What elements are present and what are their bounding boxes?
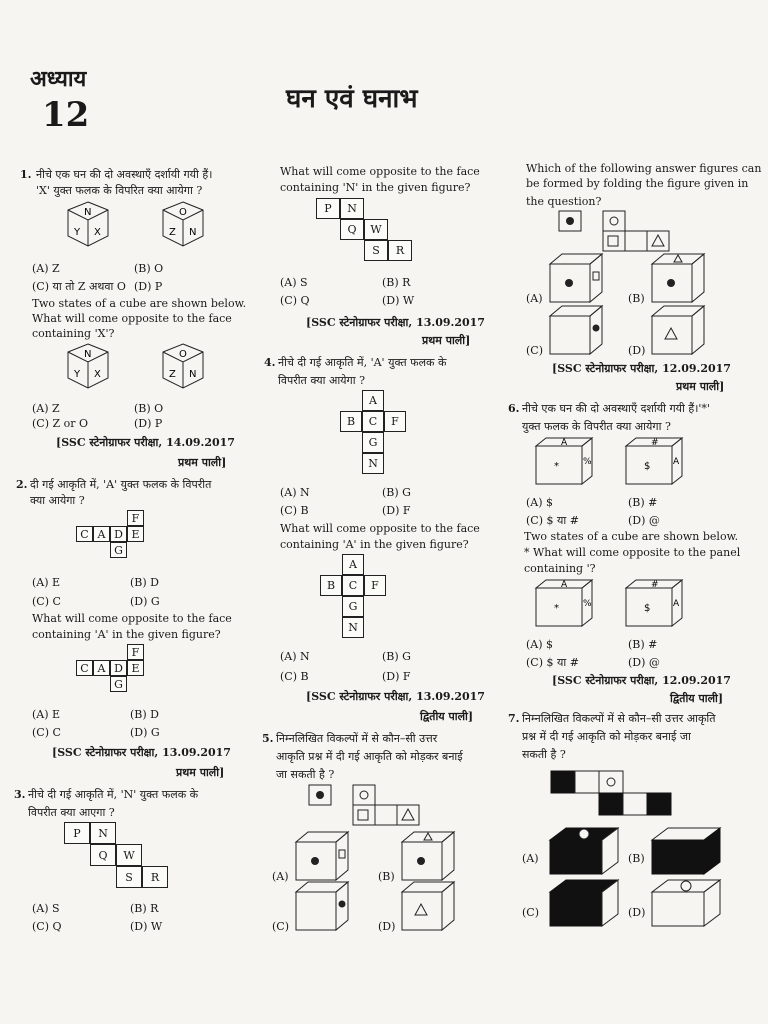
q5-net-en [558, 210, 670, 252]
svg-text:Y: Y [74, 369, 81, 380]
q5-opt-d: (D) [378, 920, 396, 933]
q4-number: 4. [264, 356, 276, 369]
q3-opt-d-en: (D) W [382, 294, 415, 307]
q4-source: [SSC स्टेनोग्राफर परीक्षा, 13.09.2017 [306, 690, 485, 703]
q6-opt-c-hi: (C) $ या # [526, 514, 579, 527]
q7-opt-c: (C) [522, 906, 539, 919]
q4-hi-line1: नीचे दी गई आकृति में, 'A' युक्त फलक के [278, 356, 447, 369]
net-cell: F [127, 644, 144, 660]
q2-en-line2: containing 'A' in the given figure? [32, 628, 221, 641]
q3-en-line1: What will come opposite to the face [280, 165, 480, 178]
q1-opt-b-hi: (B) O [134, 262, 164, 275]
q5-opt-c: (C) [272, 920, 289, 933]
net-cell: F [384, 411, 406, 432]
q6-opt-a-en: (A) $ [526, 638, 554, 651]
net-cell: N [340, 198, 364, 219]
q1-cube-left [68, 202, 108, 246]
net-cell: W [116, 844, 142, 866]
net-cell: D [110, 526, 127, 542]
net-cell: G [110, 676, 127, 692]
chapter-title: घन एवं घनाभ [286, 84, 418, 114]
q5-hi-line3: जा सकती है ? [276, 768, 335, 781]
q4-opt-c-hi: (C) B [280, 504, 309, 517]
q6-opt-b-en: (B) # [628, 638, 658, 651]
svg-text:A: A [673, 599, 680, 609]
net-cell: C [362, 411, 384, 432]
svg-text:#: # [651, 438, 659, 448]
q2-opt-a-en: (A) E [32, 708, 61, 721]
q1-opt-d-hi: (D) P [134, 280, 163, 293]
q6-shift: द्वितीय पाली] [670, 692, 724, 705]
q1-hi-line1: नीचे एक घन की दो अवस्थाएँ दर्शायी गयी हैं। [36, 168, 213, 181]
q2-opt-c-en: (C) C [32, 726, 61, 739]
q5-cube-c [294, 880, 352, 932]
net-cell: G [362, 432, 384, 453]
q4-opt-d-en: (D) F [382, 670, 411, 683]
net-cell: F [364, 575, 386, 596]
net-cell: W [364, 219, 388, 240]
q3-shift: प्रथम पाली] [422, 334, 471, 347]
net-cell: E [127, 660, 144, 676]
net-cell: P [64, 822, 90, 844]
net-cell: R [388, 240, 412, 261]
q2-source: [SSC स्टेनोग्राफर परीक्षा, 13.09.2017 [52, 746, 231, 759]
q5-shift: प्रथम पाली] [676, 380, 725, 393]
chapter-number: 12 [42, 95, 90, 135]
q1-opt-a-hi: (A) Z [32, 262, 60, 275]
svg-text:$: $ [644, 603, 651, 614]
q4-net [340, 390, 406, 474]
q1-opt-c-hi: (C) या तो Z अथवा O [32, 280, 126, 293]
q5-source: [SSC स्टेनोग्राफर परीक्षा, 12.09.2017 [552, 362, 731, 375]
q5-cube-a [294, 830, 352, 882]
svg-text:#: # [651, 580, 659, 590]
q6-opt-b-hi: (B) # [628, 496, 658, 509]
net-cell: A [93, 660, 110, 676]
net-cell: N [90, 822, 116, 844]
q5-en-line1: Which of the following answer figures can [526, 162, 762, 175]
q4-opt-a-hi: (A) N [280, 486, 310, 499]
q2-opt-b-en: (B) D [130, 708, 159, 721]
q2-en-line1: What will come opposite to the face [32, 612, 232, 625]
q1-hi-line2: 'X' युक्त फलक के विपरित क्या आयेगा ? [36, 184, 203, 197]
net-cell: G [110, 542, 127, 558]
q3-net-en [316, 198, 412, 261]
net-cell: P [316, 198, 340, 219]
svg-text:A: A [561, 438, 568, 448]
net-cell: D [110, 660, 127, 676]
net-cell: B [320, 575, 342, 596]
svg-text:N: N [189, 369, 197, 380]
net-cell: C [76, 526, 93, 542]
q5-number: 5. [262, 732, 274, 745]
q6-cube-pair-2 [534, 578, 694, 628]
q7-cube-a [548, 826, 620, 876]
q1-en-line3: containing 'X'? [32, 327, 115, 340]
q6-opt-c-en: (C) $ या # [526, 656, 579, 669]
net-cell: A [93, 526, 110, 542]
q2-number: 2. [16, 478, 28, 491]
q4-en-line2: containing 'A' in the given figure? [280, 538, 469, 551]
q7-number: 7. [508, 712, 520, 725]
q3-opt-c-hi: (C) Q [32, 920, 62, 933]
q1-opt-c-en: (C) Z or O [32, 417, 89, 430]
q3-source: [SSC स्टेनोग्राफर परीक्षा, 13.09.2017 [306, 316, 485, 329]
q7-cube-d [650, 878, 722, 928]
q1-opt-a-en: (A) Z [32, 402, 60, 415]
net-cell: R [142, 866, 168, 888]
svg-text:Y: Y [74, 227, 81, 238]
q1-cube-pair-2 [60, 342, 220, 392]
q1-face-top: N [84, 207, 92, 218]
q1-en-line2: What will come opposite to the face [32, 312, 232, 325]
q4-opt-b-en: (B) G [382, 650, 411, 663]
q3-opt-c-en: (C) Q [280, 294, 310, 307]
svg-text:$: $ [644, 461, 651, 472]
net-cell: S [116, 866, 142, 888]
q5-hi-line2: आकृति प्रश्न में दी गई आकृति को मोड़कर बनाई [276, 750, 463, 763]
q7-cube-c [548, 878, 620, 928]
q3-hi-line1: नीचे दी गई आकृति में, 'N' युक्त फलक के [28, 788, 199, 801]
q4-opt-a-en: (A) N [280, 650, 310, 663]
q5-net [308, 784, 420, 826]
q4-hi-line2: विपरीत क्या आयेगा ? [278, 374, 365, 387]
net-cell: E [127, 526, 144, 542]
q6-en-line3: containing '? [524, 562, 596, 575]
q4-opt-b-hi: (B) G [382, 486, 411, 499]
svg-text:X: X [94, 369, 101, 380]
net-cell: B [340, 411, 362, 432]
net-cell: N [362, 453, 384, 474]
q5-opt-b: (B) [378, 870, 395, 883]
q3-en-line2: containing 'N' in the given figure? [280, 181, 471, 194]
q5-hi-line1: निम्नलिखित विकल्पों में से कौन–सी उत्तर [276, 732, 438, 745]
q3-number: 3. [14, 788, 26, 801]
q7-hi-line1: निम्नलिखित विकल्पों में से कौन–सी उत्तर आकृति [522, 712, 716, 725]
svg-text:%: % [583, 457, 592, 467]
q6-opt-d-hi: (D) @ [628, 514, 660, 527]
q1-number: 1. [20, 168, 32, 181]
q6-cube-pair-1 [534, 436, 694, 486]
q7-net [550, 770, 680, 816]
q2-net-en [76, 644, 161, 692]
q5-cube-d-en [650, 304, 708, 356]
net-cell: N [342, 617, 364, 638]
q7-opt-a: (A) [522, 852, 539, 865]
q6-hi-line1: नीचे एक घन की दो अवस्थाएँ दर्शायी गयी हैं।'*' [522, 402, 710, 415]
q4-opt-d-hi: (D) F [382, 504, 411, 517]
q5-opt-d-en: (D) [628, 344, 646, 357]
q4-opt-c-en: (C) B [280, 670, 309, 683]
q4-net-en [320, 554, 386, 638]
q1-source: [SSC स्टेनोग्राफर परीक्षा, 14.09.2017 [56, 436, 235, 449]
svg-text:A: A [673, 457, 680, 467]
svg-text:*: * [554, 603, 559, 614]
net-cell: A [342, 554, 364, 575]
q1-shift: प्रथम पाली] [178, 456, 227, 469]
q5-cube-d [400, 880, 458, 932]
q6-opt-a-hi: (A) $ [526, 496, 554, 509]
q5-cube-a-en [548, 252, 606, 304]
net-cell: Q [340, 219, 364, 240]
q5-opt-c-en: (C) [526, 344, 543, 357]
q1-en-line1: Two states of a cube are shown below. [32, 297, 247, 310]
q5-opt-a-en: (A) [526, 292, 543, 305]
q6-hi-line2: युक्त फलक के विपरीत क्या आयेगा ? [522, 420, 671, 433]
q5-cube-c-en [548, 304, 606, 356]
q5-en-line2: be formed by folding the figure given in [526, 177, 749, 190]
q7-hi-line3: सकती है ? [522, 748, 566, 761]
q2-opt-d-en: (D) G [130, 726, 160, 739]
svg-text:X: X [94, 227, 101, 238]
svg-text:N: N [189, 227, 197, 238]
q6-number: 6. [508, 402, 520, 415]
q3-hi-line2: विपरीत क्या आएगा ? [28, 806, 115, 819]
q7-hi-line2: प्रश्न में दी गई आकृति को मोड़कर बनाई जा [522, 730, 691, 743]
net-cell: S [364, 240, 388, 261]
svg-text:O: O [179, 207, 187, 218]
q2-shift: प्रथम पाली] [176, 766, 225, 779]
q5-opt-b-en: (B) [628, 292, 645, 305]
net-cell: G [342, 596, 364, 617]
net-cell: Q [90, 844, 116, 866]
q2-hi-line2: क्या आयेगा ? [30, 494, 85, 507]
q5-en-line3: the question? [526, 195, 602, 208]
svg-text:%: % [583, 599, 592, 609]
q1-opt-b-en: (B) O [134, 402, 164, 415]
net-cell: A [362, 390, 384, 411]
q5-cube-b [400, 830, 458, 882]
q7-opt-b: (B) [628, 852, 645, 865]
svg-text:*: * [554, 461, 559, 472]
q3-opt-b-en: (B) R [382, 276, 411, 289]
svg-text:N: N [84, 349, 92, 360]
q2-opt-c-hi: (C) C [32, 595, 61, 608]
q3-opt-d-hi: (D) W [130, 920, 163, 933]
q6-en-line1: Two states of a cube are shown below. [524, 530, 739, 543]
q4-shift: द्वितीय पाली] [420, 710, 474, 723]
net-cell: C [342, 575, 364, 596]
q2-hi-line1: दी गई आकृति में, 'A' युक्त फलक के विपरीत [30, 478, 212, 491]
q2-opt-d-hi: (D) G [130, 595, 160, 608]
svg-text:Z: Z [169, 227, 176, 238]
svg-text:A: A [561, 580, 568, 590]
q2-opt-b-hi: (B) D [130, 576, 159, 589]
q7-opt-d: (D) [628, 906, 646, 919]
q1-opt-d-en: (D) P [134, 417, 163, 430]
svg-text:O: O [179, 349, 187, 360]
q6-source: [SSC स्टेनोग्राफर परीक्षा, 12.09.2017 [552, 674, 731, 687]
q1-cube-pair-1 [60, 200, 220, 250]
q3-net [64, 822, 168, 888]
q2-opt-a-hi: (A) E [32, 576, 61, 589]
q3-opt-b-hi: (B) R [130, 902, 159, 915]
net-cell: C [76, 660, 93, 676]
q2-net [76, 510, 161, 558]
q5-cube-b-en [650, 252, 708, 304]
svg-text:Z: Z [169, 369, 176, 380]
q4-en-line1: What will come opposite to the face [280, 522, 480, 535]
q3-opt-a-en: (A) S [280, 276, 308, 289]
net-cell: F [127, 510, 144, 526]
q3-opt-a-hi: (A) S [32, 902, 60, 915]
q6-en-line2: * What will come opposite to the panel [524, 546, 741, 559]
q7-cube-b [650, 826, 722, 876]
chapter-label: अध्याय [30, 66, 87, 92]
q5-opt-a: (A) [272, 870, 289, 883]
q6-opt-d-en: (D) @ [628, 656, 660, 669]
